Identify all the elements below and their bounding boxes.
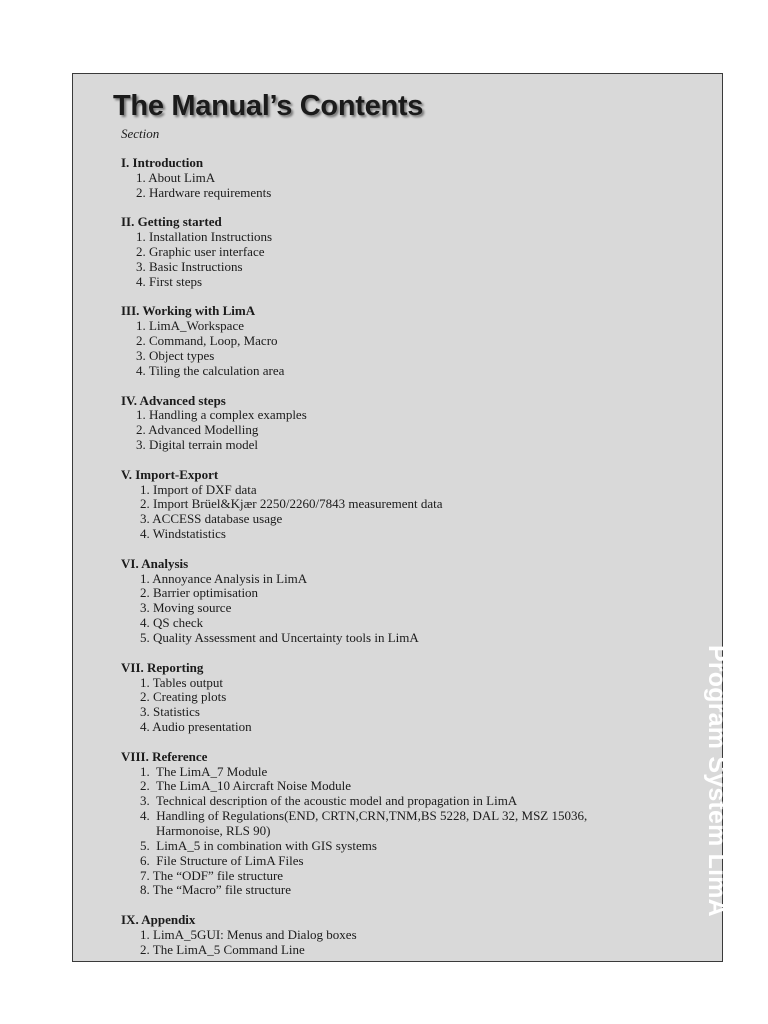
toc-item-continuation-text: Harmonoise, RLS 90) <box>156 822 271 838</box>
toc-item[interactable]: 4. Audio presentation <box>140 719 252 735</box>
toc-item[interactable]: 4. QS check <box>140 615 204 631</box>
toc-item[interactable]: 5. LimA_5 in combination with GIS systems <box>140 837 377 853</box>
page-title: The Manual’s Contents <box>113 90 424 122</box>
toc-item[interactable]: 1. About LimA <box>136 169 216 185</box>
toc-item[interactable]: 4. Handling of Regulations(END, CRTN,CRN,TNM,BS 5228, DAL 32, MSZ 15036, <box>140 808 588 824</box>
toc-item[interactable]: 3. Moving source <box>140 600 232 616</box>
toc-item-continuation[interactable] <box>121 824 661 839</box>
toc-item[interactable]: 1. LimA_5GUI: Menus and Dialog boxes <box>140 926 357 942</box>
toc-section-reporting <box>121 661 661 735</box>
contents-panel <box>72 73 723 962</box>
toc-item[interactable]: 2. The LimA_10 Aircraft Noise Module <box>140 778 351 794</box>
toc-item[interactable]: 4. Tiling the calculation area <box>136 362 285 378</box>
toc-item[interactable]: 8. The “Macro” file structure <box>140 882 291 898</box>
toc-item[interactable]: 1. Annoyance Analysis in LimA <box>140 570 308 586</box>
toc-item[interactable]: 3. Digital terrain model <box>136 437 259 453</box>
side-title: Program System LimA <box>703 645 731 917</box>
toc-item[interactable]: 1. Import of DXF data <box>140 481 257 497</box>
toc-heading[interactable]: IV. Advanced steps <box>121 392 226 408</box>
toc-item[interactable]: 7. The “ODF” file structure <box>140 867 284 883</box>
toc-heading[interactable]: V. Import-Export <box>121 466 219 482</box>
toc-heading[interactable]: III. Working with LimA <box>121 303 256 319</box>
toc-item[interactable]: 2. Barrier optimisation <box>140 585 259 601</box>
toc-item[interactable]: 1. LimA_Workspace <box>136 318 244 334</box>
toc-heading[interactable]: II. Getting started <box>121 214 222 230</box>
toc-item[interactable]: 2. Graphic user interface <box>136 244 265 260</box>
toc-heading[interactable]: IX. Appendix <box>121 912 196 928</box>
toc-section-working-with-lima <box>121 304 661 378</box>
toc-section-getting-started <box>121 215 661 289</box>
toc-section-advanced-steps <box>121 394 661 453</box>
table-of-contents <box>121 156 661 972</box>
toc-item[interactable]: 3. Object types <box>136 347 215 363</box>
toc-item[interactable]: 2. Import Brüel&Kjær 2250/2260/7843 measurement data <box>140 496 443 512</box>
toc-item[interactable]: 1. The LimA_7 Module <box>140 763 268 779</box>
toc-item[interactable]: 2. Creating plots <box>140 689 227 705</box>
toc-item[interactable]: 5. Quality Assessment and Uncertainty tools in LimA <box>140 630 419 645</box>
toc-heading[interactable]: VI. Analysis <box>121 555 189 571</box>
toc-section-import-export <box>121 468 661 542</box>
toc-heading[interactable]: VII. Reporting <box>121 659 204 675</box>
toc-item[interactable]: 4. First steps <box>136 273 203 289</box>
toc-section-reference <box>121 750 661 898</box>
section-label: Section <box>121 126 160 141</box>
toc-item[interactable]: 2. Hardware requirements <box>136 184 272 200</box>
toc-heading[interactable]: VIII. Reference <box>121 748 208 764</box>
toc-item[interactable]: 2. Advanced Modelling <box>136 422 259 438</box>
toc-item[interactable]: 1. Installation Instructions <box>136 229 273 245</box>
toc-section-analysis <box>121 557 661 646</box>
toc-heading[interactable]: I. Introduction <box>121 155 204 170</box>
toc-item[interactable]: 2. Command, Loop, Macro <box>136 333 278 349</box>
toc-item[interactable]: 3. Technical description of the acoustic model and propagation in LimA <box>140 793 518 809</box>
toc-section-introduction <box>121 156 661 201</box>
toc-item[interactable]: 3. Statistics <box>140 704 200 720</box>
toc-section-appendix <box>121 913 661 958</box>
toc-item[interactable]: 3. Basic Instructions <box>136 258 243 274</box>
toc-item[interactable]: 2. The LimA_5 Command Line <box>140 941 305 957</box>
toc-item[interactable]: 1. Handling a complex examples <box>136 407 307 423</box>
toc-item[interactable]: 6. File Structure of LimA Files <box>140 852 304 868</box>
toc-item[interactable]: 1. Tables output <box>140 674 223 690</box>
toc-item[interactable]: 4. Windstatistics <box>140 526 226 542</box>
toc-item[interactable]: 3. ACCESS database usage <box>140 511 283 527</box>
